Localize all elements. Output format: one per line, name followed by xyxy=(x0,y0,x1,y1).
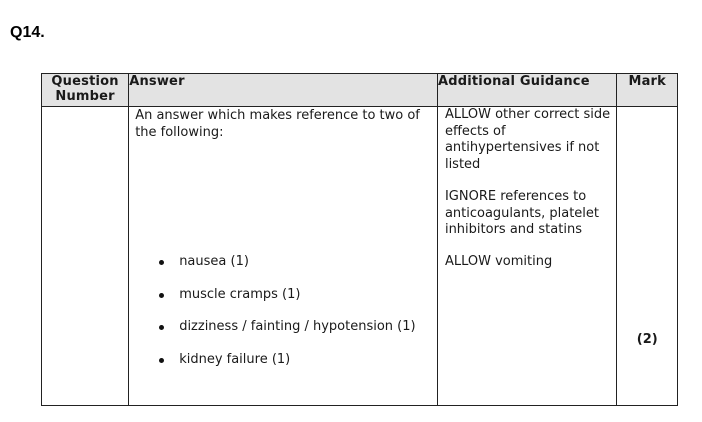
header-additional-guidance: Additional Guidance xyxy=(437,74,617,107)
guidance-allow-other: ALLOW other correct side effects of antihypertensives if not listed xyxy=(444,107,611,172)
header-mark: Mark xyxy=(617,74,678,107)
guidance-cell xyxy=(437,107,617,406)
header-answer: Answer xyxy=(129,74,438,107)
answer-point-text: nausea (1) xyxy=(179,254,249,269)
list-item xyxy=(129,254,437,287)
answer-points-list xyxy=(129,254,437,384)
bullet-icon xyxy=(159,260,164,265)
answer-cell xyxy=(129,107,438,406)
list-item xyxy=(129,352,437,385)
list-item xyxy=(129,319,437,352)
answer-intro: An answer which makes reference to two of the following: xyxy=(135,108,420,140)
bullet-icon xyxy=(159,293,164,298)
answer-point-text: kidney failure (1) xyxy=(179,351,291,367)
list-item xyxy=(129,287,437,320)
guidance-ignore: IGNORE references to anticoagulants, platelet inhibitors and statins xyxy=(444,189,600,237)
question-number-cell xyxy=(42,107,129,406)
table-header-row xyxy=(42,74,678,107)
question-label: Q14. xyxy=(10,24,45,41)
bullet-icon xyxy=(159,358,164,363)
answer-point-text: dizziness / fainting / hypotension (1) xyxy=(179,319,416,334)
table-row xyxy=(42,107,678,406)
guidance-allow-vomiting: ALLOW vomiting xyxy=(444,254,553,269)
answer-point-text: muscle cramps (1) xyxy=(179,286,301,302)
mark-cell xyxy=(617,107,678,406)
mark-scheme-table xyxy=(41,73,678,406)
header-question-number: Question Number xyxy=(42,74,129,107)
bullet-icon xyxy=(159,325,164,330)
mark-value: (2) xyxy=(636,332,658,347)
